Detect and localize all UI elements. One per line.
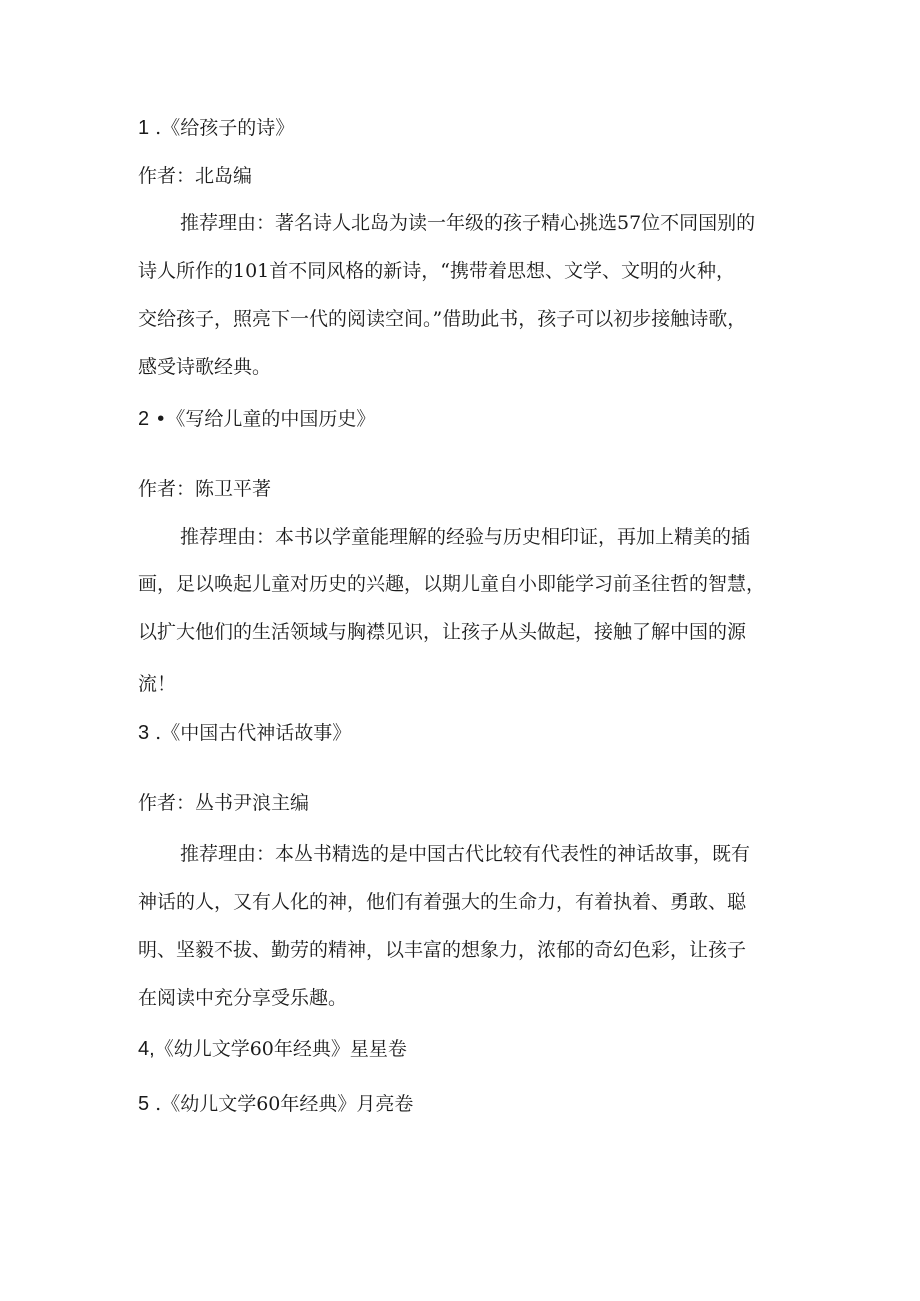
book-1-reason-line-2: 诗人所作的101首不同风格的新诗，“携带着思想、文学、文明的火种， <box>138 260 735 282</box>
book-1-title: .《给孩子的诗》 <box>155 117 295 139</box>
book-5-heading <box>138 1092 413 1116</box>
book-1-author: 作者：北岛编 <box>138 165 253 187</box>
book-2-number: 2 <box>138 408 150 430</box>
book-1-heading <box>138 116 294 140</box>
book-1-reason-line-3: 交给孩子，照亮下一代的阅读空间。”借助此书，孩子可以初步接触诗歌， <box>138 308 747 330</box>
book-3-reason-line-4: 在阅读中充分享受乐趣。 <box>138 987 348 1009</box>
book-2-reason-line-4: 流！ <box>138 673 177 695</box>
book-5-title: .《幼儿文学60年经典》月亮卷 <box>155 1093 414 1115</box>
book-2-reason-line-3: 以扩大他们的生活领域与胸襟见识，让孩子从头做起，接触了解中国的源 <box>138 621 747 643</box>
book-3-title: .《中国古代神话故事》 <box>155 722 352 744</box>
book-3-reason-line-1: 推荐理由：本丛书精选的是中国古代比较有代表性的神话故事，既有 <box>180 843 751 865</box>
book-3-reason-line-2: 神话的人，又有人化的神，他们有着强大的生命力，有着执着、勇敢、聪 <box>138 891 747 913</box>
book-5-number: 5 <box>138 1093 150 1115</box>
book-3-heading <box>138 721 351 745</box>
book-2-reason-line-1: 推荐理由：本书以学童能理解的经验与历史相印证，再加上精美的插 <box>180 526 751 548</box>
book-4-number: 4, <box>138 1038 155 1060</box>
book-2-reason-line-2: 画，足以唤起儿童对历史的兴趣，以期儿童自小即能学习前圣往哲的智慧， <box>138 573 766 595</box>
book-3-author: 作者：丛书尹浪主编 <box>138 792 310 814</box>
book-2-author: 作者：陈卫平著 <box>138 478 272 500</box>
book-4-heading <box>138 1037 407 1061</box>
book-2-title: •《写给儿童的中国历史》 <box>155 408 376 430</box>
book-3-number: 3 <box>138 722 150 744</box>
book-2-heading <box>138 407 375 431</box>
book-1-reason-line-1: 推荐理由：著名诗人北岛为读一年级的孩子精心挑选57位不同国别的 <box>180 212 756 234</box>
book-1-reason-line-4: 感受诗歌经典。 <box>138 356 272 378</box>
book-4-title: 《幼儿文学60年经典》星星卷 <box>154 1038 407 1060</box>
book-1-number: 1 <box>138 117 150 139</box>
book-3-reason-line-3: 明、坚毅不拔、勤劳的精神，以丰富的想象力，浓郁的奇幻色彩，让孩子 <box>138 939 747 961</box>
